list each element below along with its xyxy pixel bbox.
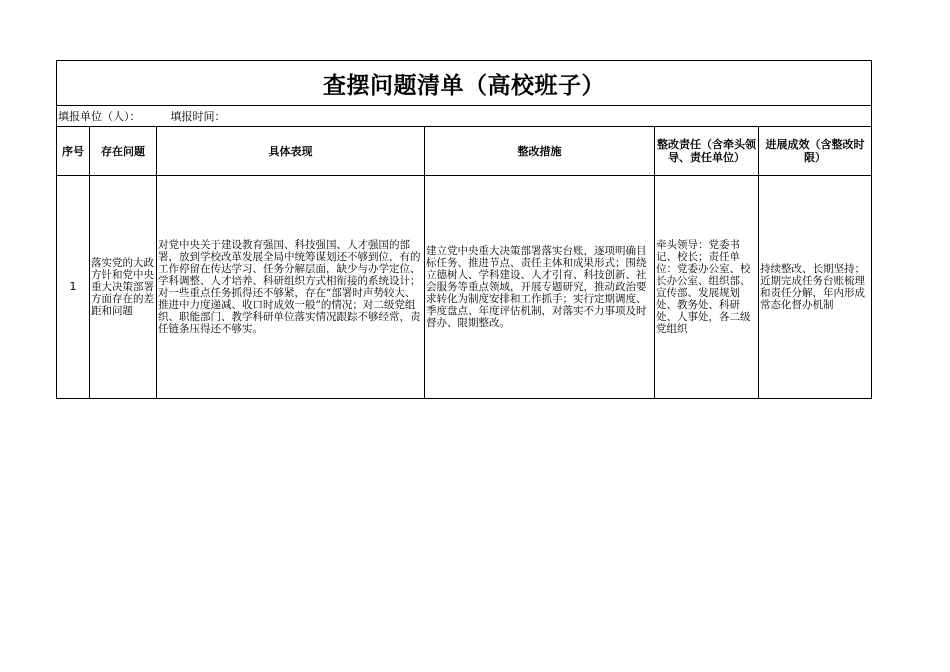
sheet-title: 查摆问题清单（高校班子）: [57, 61, 872, 106]
row-responsibility: 牵头领导：党委书记、校长；责任单位：党委办公室、校长办公室、组织部、宣传部、发展规划处、教务处、科研处、人事处，各二级党组织: [655, 176, 759, 399]
row-problem: 落实党的大政方针和党中央重大决策部署方面存在的差距和问题: [90, 176, 157, 399]
header-responsibility: 整改责任（含牵头领导、责任单位）: [655, 127, 759, 176]
fill-time-label: 填报时间：: [170, 110, 226, 123]
row-index: 1: [57, 176, 90, 399]
header-manifestation: 具体表现: [157, 127, 425, 176]
row-manifestation: 对党中央关于建设教育强国、科技强国、人才强国的部署，放到学校改革发展全局中统筹谋划还不够到位，有的工作停留在传达学习、任务分解层面，缺少与办学定位、学科调整、人才培养、科研组织方式相衔接的系统设计；对一些重点任务抓得还不够紧，存在“部署时声势较大、推进中力度递减、收口时成效一般”的情况；对二级党组织、职能部门、教学科研单位落实情况跟踪不够经常，责任链条压得还不够实。: [157, 176, 425, 399]
fill-unit-label: 填报单位（人）：: [58, 110, 141, 123]
header-row: [57, 127, 872, 176]
fill-info-row: [57, 106, 872, 127]
table-row: [57, 176, 872, 399]
problem-list-sheet: [56, 60, 872, 399]
header-problem: 存在问题: [90, 127, 157, 176]
header-index: 序号: [57, 127, 90, 176]
header-progress: 进展成效（含整改时限）: [759, 127, 872, 176]
row-progress: 持续整改、长期坚持；近期完成任务台账梳理和责任分解，年内形成常态化督办机制: [759, 176, 872, 399]
header-measures: 整改措施: [425, 127, 655, 176]
row-measures: 建立党中央重大决策部署落实台账，逐项明确目标任务、推进节点、责任主体和成果形式；围绕立德树人、学科建设、人才引育、科技创新、社会服务等重点领域，开展专题研究，推动政治要求转化为制度安排和工作抓手；实行定期调度、季度盘点、年度评估机制，对落实不力事项及时督办、限期整改。: [425, 176, 655, 399]
